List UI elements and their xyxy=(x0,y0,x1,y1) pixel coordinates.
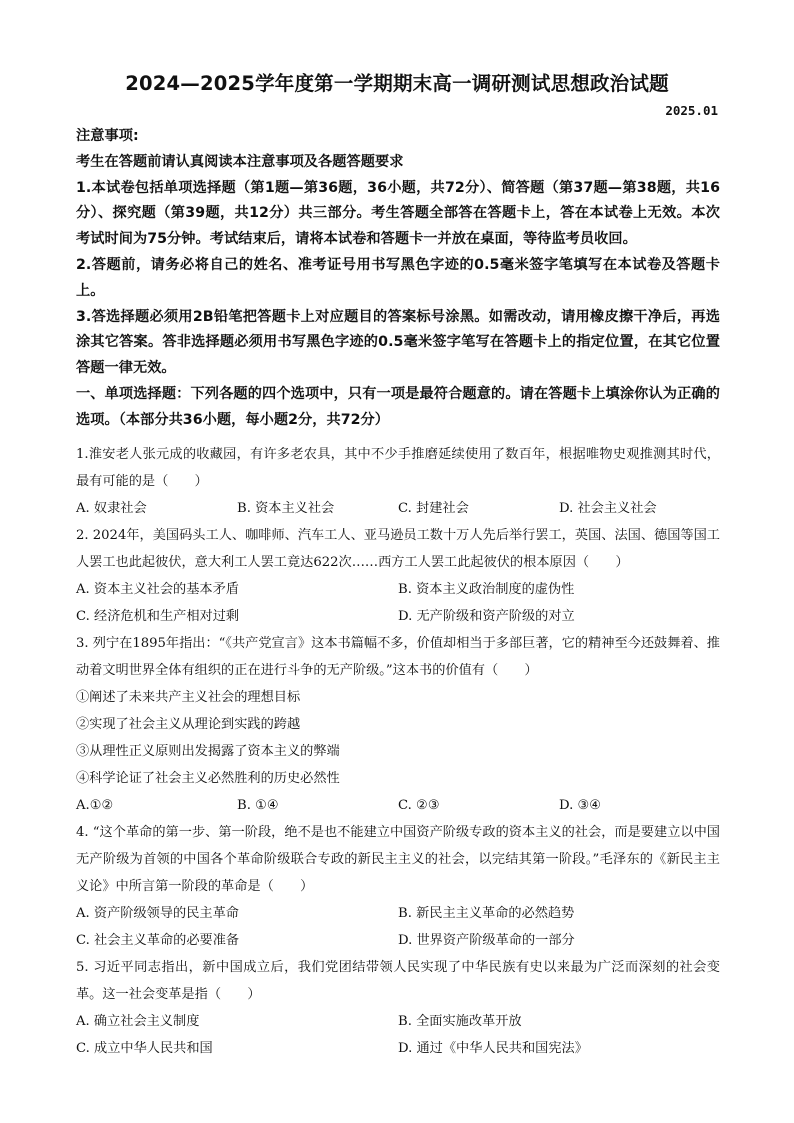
question-4-options-row-2 xyxy=(76,927,720,954)
option-b: B. 资本主义政治制度的虚伪性 xyxy=(398,582,575,597)
exam-title: 2024—2025学年度第一学期期末高一调研测试思想政治试题 xyxy=(125,72,669,95)
option-b: B. 全面实施改革开放 xyxy=(398,1014,522,1029)
option-c: C. 经济危机和生产相对过剩 xyxy=(76,609,240,624)
option-a: A. 资产阶级领导的民主革命 xyxy=(76,906,239,921)
option-b: B. 新民主主义革命的必然趋势 xyxy=(398,906,575,921)
notice-heading: 注意事项: xyxy=(76,128,139,144)
option-c: C. 成立中华人民共和国 xyxy=(76,1041,213,1056)
exam-date: 2025.01 xyxy=(665,103,718,118)
question-2-stem: 2. 2024年，美国码头工人、咖啡师、汽车工人、亚马逊员工数十万人先后举行罢工，英国、法国、德国等国工人罢工也此起彼伏，意大利工人罢工竟达622次……西方工人罢工此起彼伏的根本原因（ ） xyxy=(76,528,720,570)
option-d: D. 社会主义社会 xyxy=(559,501,657,516)
question-2-options-row-2 xyxy=(76,603,720,630)
notice-intro: 考生在答题前请认真阅读本注意事项及各题答题要求 xyxy=(76,153,404,170)
statement-1: ①阐述了未来共产主义社会的理想目标 xyxy=(76,690,301,705)
option-d: D. 通过《中华人民共和国宪法》 xyxy=(398,1041,588,1056)
option-c: C. 封建社会 xyxy=(398,501,469,516)
option-a: A.①② xyxy=(76,798,114,813)
option-b: B. 资本主义社会 xyxy=(237,501,335,516)
statement-4: ④科学论证了社会主义必然胜利的历史必然性 xyxy=(76,771,340,786)
option-c: C. ②③ xyxy=(398,798,440,813)
question-3-options xyxy=(76,792,720,819)
option-a: A. 奴隶社会 xyxy=(76,501,147,516)
notice-block xyxy=(76,124,720,434)
statement-2: ②实现了社会主义从理论到实践的跨越 xyxy=(76,717,301,732)
section-heading: 一、单项选择题：下列各题的四个选项中，只有一项是最符合题意的。请在答题卡上填涂你认为正确的选项。（本部分共36小题，每小题2分，共72分） xyxy=(76,385,720,428)
option-c: C. 社会主义革命的必要准备 xyxy=(76,933,240,948)
option-d: D. ③④ xyxy=(559,798,602,813)
question-5-stem: 5. 习近平同志指出，新中国成立后，我们党团结带领人民实现了中华民族有史以来最为广泛而深刻的社会变革。这一社会变革是指（ ） xyxy=(76,960,720,1002)
option-a: A. 资本主义社会的基本矛盾 xyxy=(76,582,239,597)
question-5-options-row-2 xyxy=(76,1035,720,1062)
statement-3: ③从理性正义原则出发揭露了资本主义的弊端 xyxy=(76,744,340,759)
question-1-stem: 1.淮安老人张元成的收藏园，有许多老农具，其中不少手推磨延续使用了数百年，根据唯物史观推测其时代，最有可能的是（ ） xyxy=(76,447,720,489)
option-a: A. 确立社会主义制度 xyxy=(76,1014,200,1029)
question-1-options xyxy=(76,495,720,522)
notice-item-1: 1.本试卷包括单项选择题（第1题—第36题，36小题，共72分）、简答题（第37题—第38题，共16分）、探究题（第39题，共12分）共三部分。考生答题全部答在答题卡上，答在本试卷上无效。本次考试时间为75分钟。考试结束后，请将本试卷和答题卡一并放在桌面，等待监考员收回。 xyxy=(76,179,720,248)
option-b: B. ①④ xyxy=(237,798,279,813)
question-4-options-row-1 xyxy=(76,900,720,927)
question-5-options-row-1 xyxy=(76,1008,720,1035)
option-d: D. 无产阶级和资产阶级的对立 xyxy=(398,609,575,624)
question-2-options-row-1 xyxy=(76,576,720,603)
question-list xyxy=(76,441,720,1062)
question-3-stem: 3. 列宁在1895年指出：“《共产党宣言》这本书篇幅不多，价值却相当于多部巨著，它的精神至今还鼓舞着、推动着文明世界全体有组织的正在进行斗争的无产阶级。”这本书的价值有（ ） xyxy=(76,636,720,678)
notice-item-3: 3.答选择题必须用2B铅笔把答题卡上对应题目的答案标号涂黑。如需改动，请用橡皮擦干净后，再选涂其它答案。答非选择题必须用书写黑色字迹的0.5毫米签字笔写在答题卡上的指定位置，在其它位置答题一律无效。 xyxy=(76,308,720,377)
question-4-stem: 4. “这个革命的第一步、第一阶段，绝不是也不能建立中国资产阶级专政的资本主义的社会，而是要建立以中国无产阶级为首领的中国各个革命阶级联合专政的新民主主义的社会，以完结其第一阶段。”毛泽东的《新民主主义论》中所言第一阶段的革命是（ ） xyxy=(76,825,720,894)
notice-item-2: 2.答题前，请务必将自己的姓名、准考证号用书写黑色字迹的0.5毫米签字笔填写在本试卷及答题卡上。 xyxy=(76,256,720,299)
option-d: D. 世界资产阶级革命的一部分 xyxy=(398,933,575,948)
